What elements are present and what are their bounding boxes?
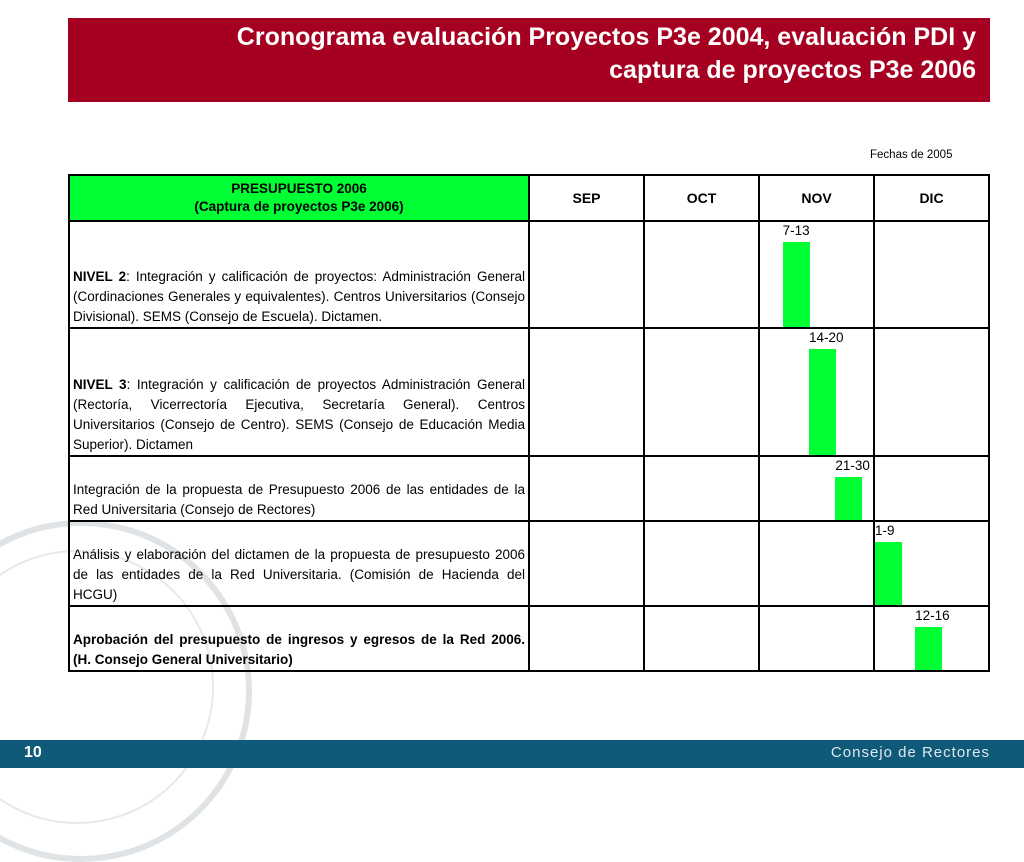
table-header-row bbox=[69, 175, 989, 221]
title-banner bbox=[68, 18, 990, 102]
table-row bbox=[69, 521, 989, 606]
schedule-bar bbox=[783, 242, 810, 327]
month-header-nov: NOV bbox=[759, 175, 874, 221]
activity-text: Integración de la propuesta de Presupuesto 2006 de las entidades de la Red Universitaria (Consejo de Rectores) bbox=[73, 482, 525, 517]
month-cell-sep bbox=[529, 521, 644, 606]
month-cell-dic bbox=[874, 456, 989, 521]
month-cell-sep bbox=[529, 221, 644, 328]
budget-header-line-2: (Captura de proyectos P3e 2006) bbox=[194, 199, 404, 214]
budget-header-cell bbox=[69, 175, 529, 221]
month-cell-sep bbox=[529, 456, 644, 521]
month-cell-dic bbox=[874, 521, 989, 606]
table-row bbox=[69, 456, 989, 521]
date-range-label: 14-20 bbox=[808, 330, 844, 345]
month-cell-nov bbox=[759, 606, 874, 671]
level-label: NIVEL 2 bbox=[73, 269, 127, 284]
month-cell-oct bbox=[644, 221, 759, 328]
month-cell-dic bbox=[874, 606, 989, 671]
date-range-label: 21-30 bbox=[835, 458, 870, 473]
month-cell-oct bbox=[644, 328, 759, 456]
footer-organization: Consejo de Rectores bbox=[830, 744, 990, 761]
slide-title-line-1: Cronograma evaluación Proyectos P3e 2004, evaluación PDI y bbox=[236, 23, 976, 51]
activity-description bbox=[69, 521, 529, 606]
month-header-oct: OCT bbox=[644, 175, 759, 221]
table-row bbox=[69, 328, 989, 456]
activity-text: Análisis y elaboración del dictamen de la propuesta de presupuesto 2006 de las entidades de la Red Universitaria. (Comisión de Hacienda del HCGU) bbox=[73, 547, 525, 602]
activity-text: : Integración y calificación de proyectos: Administración General (Cordinaciones Generales y equivalentes). Centros Universitarios (Consejo Divisional). SEMS (Consejo de Escuela). Dictamen. bbox=[73, 269, 525, 324]
month-cell-oct bbox=[644, 606, 759, 671]
date-range-label: 12-16 bbox=[915, 608, 950, 623]
footer-bar bbox=[0, 740, 1024, 768]
month-cell-oct bbox=[644, 456, 759, 521]
activity-text: Aprobación del presupuesto de ingresos y egresos de la Red 2006. (H. Consejo General Universitario) bbox=[73, 632, 525, 667]
level-label: NIVEL 3 bbox=[73, 377, 127, 392]
schedule-table bbox=[68, 174, 990, 672]
month-header-dic: DIC bbox=[874, 175, 989, 221]
month-cell-oct bbox=[644, 521, 759, 606]
page-number: 10 bbox=[24, 744, 42, 761]
activity-description bbox=[69, 456, 529, 521]
table-row bbox=[69, 606, 989, 671]
activity-text: : Integración y calificación de proyectos Administración General (Rectoría, Vicerrectoría Ejecutiva, Secretaría General). Centros Universitarios (Consejo de Centro). SEMS (Consejo de Educación Media Superior). Dictamen bbox=[73, 377, 525, 452]
month-cell-dic bbox=[874, 328, 989, 456]
table-row bbox=[69, 221, 989, 328]
slide-title-line-2: captura de proyectos P3e 2006 bbox=[609, 56, 976, 84]
slide-title bbox=[96, 21, 976, 87]
budget-header-line-1: PRESUPUESTO 2006 bbox=[231, 181, 367, 196]
activity-description bbox=[69, 221, 529, 328]
month-cell-nov bbox=[759, 221, 874, 328]
schedule-bar bbox=[875, 542, 902, 605]
date-range-label: 1-9 bbox=[875, 523, 895, 538]
month-cell-nov bbox=[759, 456, 874, 521]
activity-description bbox=[69, 606, 529, 671]
month-header-sep: SEP bbox=[529, 175, 644, 221]
schedule-bar bbox=[915, 627, 942, 670]
month-cell-dic bbox=[874, 221, 989, 328]
schedule-bar bbox=[809, 349, 836, 455]
activity-description bbox=[69, 328, 529, 456]
date-range-label: 7-13 bbox=[782, 223, 810, 238]
month-cell-nov bbox=[759, 328, 874, 456]
month-cell-sep bbox=[529, 328, 644, 456]
schedule-bar bbox=[835, 477, 862, 520]
month-cell-nov bbox=[759, 521, 874, 606]
month-cell-sep bbox=[529, 606, 644, 671]
dates-note: Fechas de 2005 bbox=[870, 149, 953, 161]
